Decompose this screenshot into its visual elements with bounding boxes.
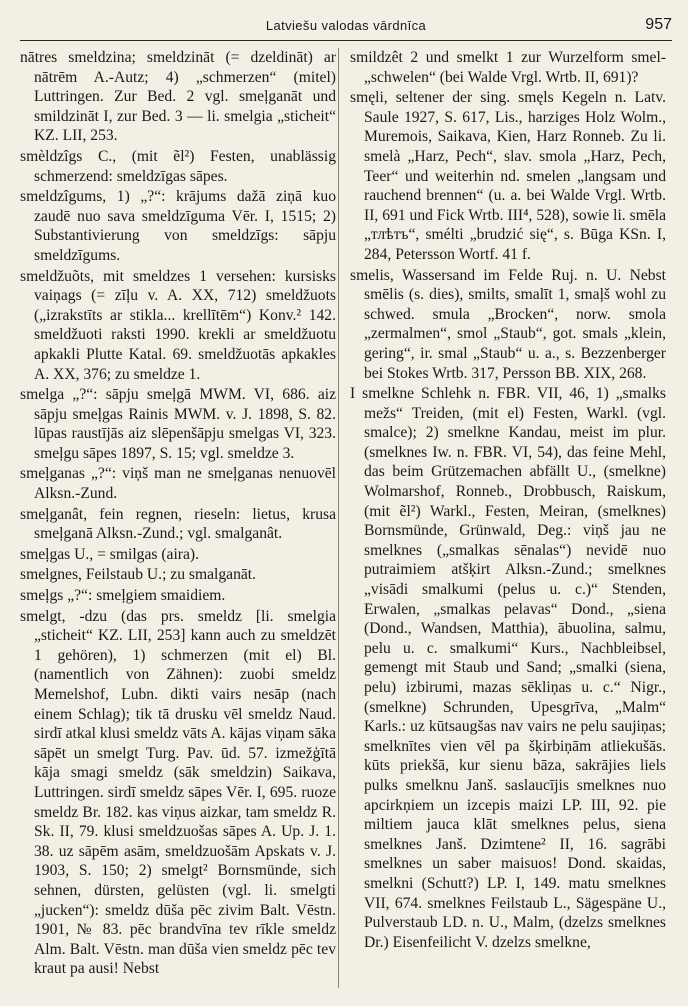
left-column	[20, 48, 336, 992]
entry-smeldzuots: smeldžuõts, mit smeldzes 1 versehen: kursisks vaiņags (= zīļu v. A. XX, 712) smeldžuots („izrakstīts ar stikla... krellītēm“) Konv.² 142. smeldžuoti raksti 1990. krekli ar smeldžuotu apkakli Plutte Katal. 69. smeldžuotās apkakles A. XX, 376; zu smeldze 1.	[20, 267, 336, 383]
entry-smelganas: smeļganas „?“: viņš man ne smeļganas nenuovēl Alksn.-Zund.	[20, 465, 336, 503]
entry-smeli: smęli, seltener der sing. smęls Kegeln n. Latv. Saule 1927, S. 617, Lis., harziges Holz Wolm., Muremois, Saikava, Kien, Harz Ronneb. Zu li. smelà „Harz, Pech“, slav. smola „Harz, Pech, Teer“ und weiterhin nd. smelen „langsam und rauchend brennen“ (u. a. bei Walde Vrgl. Wrtb. II, 691 und Fick Wrtb. III⁴, 528), sowie li. smēla „тлѣтъ“, smélti „brudzić się“, s. Būga KSn. I, 284, Petersson Wortf. 41 f.	[350, 89, 666, 263]
entry-smelgt: smelgt, -dzu (das prs. smeldz [li. smelgia „sticheit“ KZ. LII, 253] kann auch zu smeldzēt 1 gehören), 1) schmerzen (mit el) Bl. (namentlich von Zähnen): zuobi smeldz Memelshof, Lubn. dikti vairs nesāp (nach einem Schlag); tik tā drusku vēl smeldz Naud. sirdī atkal klusi smeldz vāts A. kājas viņam sāka sāpēt un smelgt Turg. Pav. ūd. 57. izmežģītā kāja smagi smeldz (sāk smeldzin) Saikava, Luttringen. sirdī smeldz sāpes Vēr. I, 695. ruoze smeldz Br. 182. kas viņus aizkar, tam smeldz R. Sk. II, 79. klusi smeldzuošas sāpes A. Up. J. 1. 38. uz sāpēm asām, smeldzuošām Apskats v. J. 1903, S. 150; 2) smelgt² Bornsmünde, sich sehnen, dürsten, gelüsten (vgl. li. smelgti „jucken“): smeldz dūša pēc zivim Balt. Vēstn. 1901, № 83. pēc brandvīna tev rīkle smeldz Alm. Balt. Vēstn. man dūša vien smeldz pēc tev kraut pa ausi! Nebst	[20, 607, 336, 978]
entry-smeldzigs: smèldzîgs C., (mit ẽl²) Festen, unablässig schmerzend: smeldzīgas sāpes.	[20, 147, 336, 185]
entry-smelga: smelga „?“: sāpju smeļgā MWM. VI, 686. aiz sāpju smeļgas Rainis MWM. v. J. 1898, S. 82. lūpas raustījās aiz slēpenšāpju smelgas VI, 323. smeļgu sāpes 1897, S. 15; vgl. smeldze 3.	[20, 386, 336, 462]
header-rule	[20, 40, 672, 41]
entry-smelis: smelis, Wassersand im Felde Ruj. n. U. Nebst smēlis (s. dies), smilts, smalīt 1, smaļš wohl zu schwed. smula „Brocken“, norw. smola „zermalmen“, smol „Staub“, got. smals „klein, gering“, ir. smal „Staub“ u. a., s. Bezzenberger bei Stokes Wrtb. 317, Persson BB. XIX, 268.	[350, 266, 666, 382]
entry-natres-continuation: nātres smeldzina; smeldzināt (= dzeldināt) ar nātrēm A.-Autz; 4) „schmerzen“ (mitel) Luttringen. Zur Bed. 2 vgl. smeļganāt und smildzināt I, zur Bed. 3 — li. smelgia „sticheit“ KZ. LII, 253.	[20, 49, 336, 145]
entry-smelgs: smeļgs „?“: smeļgiem smaidiem.	[20, 587, 226, 605]
page-header	[20, 16, 672, 38]
entry-smelkne: I smelkne Schlehk n. FBR. VII, 46, 1) „smalks mežs“ Treiden, (mit el) Festen, Warkl. (vgl. smalce); 2) smelkne Kandau, meist im plur. (smelknes Iw. n. FBR. VI, 54), das feine Mehl, das beim Grützemachen abfällt U., (smelkne) Wolmarshof, Ronneb., Drobbusch, Raiskum, (mit ẽl²) Warkl., Festen, Meiran, (smelknes) Bornsmünde, Grünwald, Deg.: viņš jau ne smelknes („smalkas sēnalas“) nevidē nuo putraimiem atšķirt Alksn.-Zund.; smelknes „visādi smalkumi (pelus u. c.)“ Stenden, Erwalen, „smalkas pelavas“ Dond., „siena (Dond., Wandsen, Matthia), ābuolina, salmu, pelu u. c. smalkumi“ Kurs., Nachbleibsel, gemengt mit Staub und Sand; „smalki (siena, pelu) izbirumi, mazas sēkliņas u. c.“ Nigr., (smelkne) Schrunden, Upesgrīva, „Malm“ Karls.: uz kūtsaugšas nav vairs ne pelu saujiņas; smelknītes vien vēl pa šķirbiņām atliekušās. kūts priekšā, kur sienu bāza, sakrājies liels pulks smelknu Janš. saslaucījis smelknes nuo apcirkņiem un izcepis maizi LP. III, 92. pie miltiem jauca klāt smelknes pelus, siena smelknes Janš. Dzimtene² II, 16. sagrābi smelknes un saber maisuos! Dond. skaidas, smelkni (Schutt?) LP. I, 149. matu smelknes VII, 674. smelknes Feilstaub L., Sägespäne U., Pulverstaub LD. n. U., Malm, (dzelzs smelknes Dr.) Eisenfeilicht V. dzelzs smelkne,	[350, 385, 666, 951]
running-title: Latviešu valodas vārdnīca	[265, 18, 427, 33]
entry-smelgnes: smelgnes, Feilstaub U.; zu smalganāt.	[20, 566, 257, 584]
entry-smildzet-continuation: smildzêt 2 und smelkt 1 zur Wurzelform smel- „schwelen“ (bei Walde Vrgl. Wrtb. II, 691)?	[350, 49, 666, 86]
column-divider	[338, 48, 339, 988]
right-column	[350, 48, 666, 992]
page-number: 957	[645, 16, 672, 33]
entry-smelgas: smeļgas U., = smilgas (aira).	[20, 545, 199, 563]
entry-smeldzigums: smeldzîgums, 1) „?“: krājums dažā ziņā kuo zaudē nuo sava smeldzīguma Vēr. I, 1515; 2) Substantivierung von smeldzīgs: sāpju smeldzīgums.	[20, 188, 336, 264]
entry-smelganat: smeļganât, fein regnen, rieseln: lietus, krusa smeļganā Alksn.-Zund.; vgl. smalganât.	[20, 505, 336, 543]
